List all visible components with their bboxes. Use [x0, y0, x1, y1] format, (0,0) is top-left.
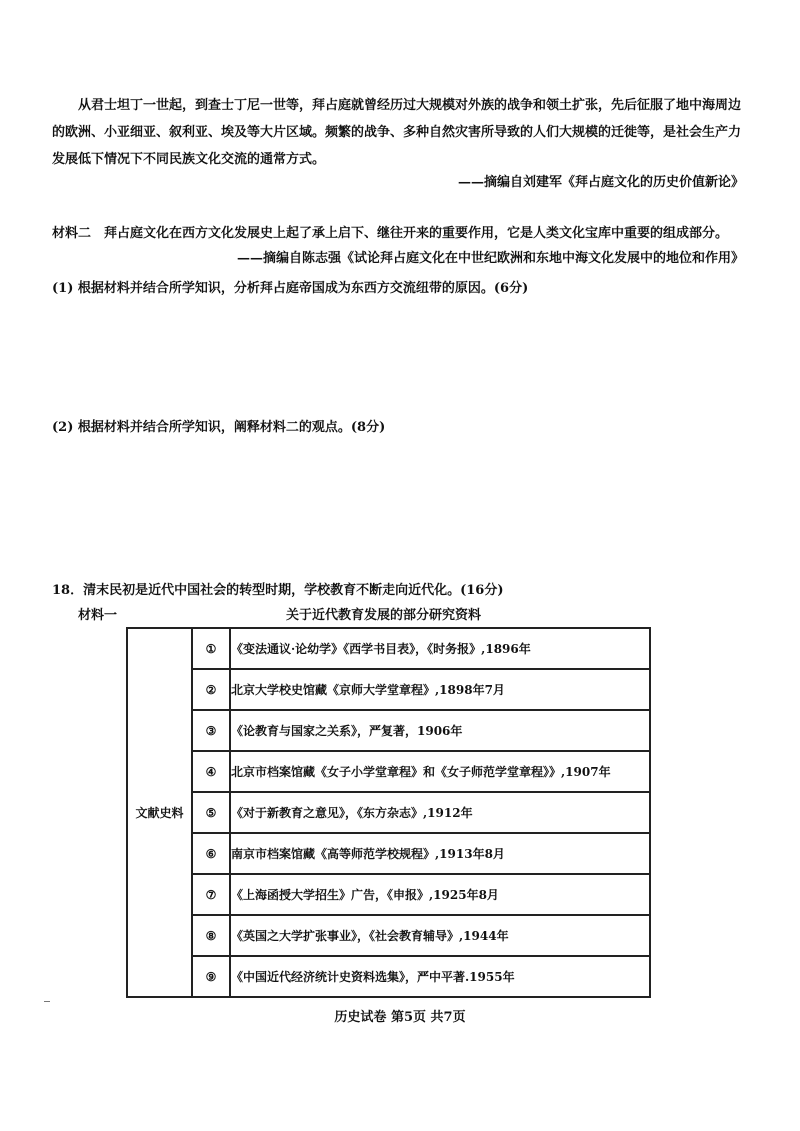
- question-1: (1) 根据材料并结合所学知识，分析拜占庭帝国成为东西方交流纽带的原因。(6分): [52, 281, 529, 296]
- table-row: [127, 628, 650, 669]
- row-number: ①: [192, 628, 230, 669]
- table-row: [127, 710, 650, 751]
- material2-source: ——摘编自陈志强《试论拜占庭文化在中世纪欧洲和东地中海文化发展中的地位和作用》: [236, 251, 744, 266]
- page-footer: 历史试卷 第5页 共7页: [334, 1010, 466, 1025]
- table-row: [127, 669, 650, 710]
- row-text: 南京市档案馆藏《高等师范学校规程》,1913年8月: [230, 833, 650, 874]
- scan-mark: [44, 1001, 50, 1002]
- row-text: 《上海函授大学招生》广告，《申报》,1925年8月: [230, 874, 650, 915]
- row-number: ⑥: [192, 833, 230, 874]
- material1-source: ——摘编自刘建军《拜占庭文化的历史价值新论》: [457, 175, 744, 190]
- row-number: ⑦: [192, 874, 230, 915]
- row-number: ③: [192, 710, 230, 751]
- row-text: 《中国近代经济统计史资料选集》，严中平著.1955年: [230, 956, 650, 997]
- question-18-stem: 18．清末民初是近代中国社会的转型时期，学校教育不断走向近代化。(16分): [52, 583, 504, 598]
- row-number: ⑧: [192, 915, 230, 956]
- row-number: ⑨: [192, 956, 230, 997]
- table-row: [127, 915, 650, 956]
- row-text: 北京大学校史馆藏《京师大学堂章程》,1898年7月: [230, 669, 650, 710]
- table-title: 关于近代教育发展的部分研究资料: [286, 608, 482, 623]
- row-text: 《论教育与国家之关系》，严复著，1906年: [230, 710, 650, 751]
- table-row: [127, 833, 650, 874]
- table-row: [127, 751, 650, 792]
- research-table: [126, 627, 651, 998]
- row-text: 《变法通议·论幼学》《西学书目表》，《时务报》,1896年: [230, 628, 650, 669]
- material-label: 材料一: [78, 608, 118, 623]
- row-number: ④: [192, 751, 230, 792]
- row-text: 北京市档案馆藏《女子小学堂章程》和《女子师范学堂章程》》,1907年: [230, 751, 650, 792]
- row-number: ②: [192, 669, 230, 710]
- row-text: 《对于新教育之意见》，《东方杂志》,1912年: [230, 792, 650, 833]
- table-row: [127, 792, 650, 833]
- material1-paragraph: 从君士坦丁一世起，到查士丁尼一世等，拜占庭就曾经历过大规模对外族的战争和领土扩张，先后征服了地中海周边的欧洲、小亚细亚、叙利亚、埃及等大片区域。频繁的战争、多种自然灾害所导致的人们大规模的迁徙等，是社会生产力发展低下情况下不同民族文化交流的通常方式。: [52, 98, 742, 167]
- material2-text: 材料二 拜占庭文化在西方文化发展史上起了承上启下、继往开来的重要作用，它是人类文化宝库中重要的组成部分。: [52, 226, 729, 241]
- question-2: (2) 根据材料并结合所学知识，阐释材料二的观点。(8分): [52, 420, 386, 435]
- row-text: 《英国之大学扩张事业》，《社会教育辅导》,1944年: [230, 915, 650, 956]
- category-cell: 文献史料: [127, 628, 192, 997]
- table-row: [127, 874, 650, 915]
- table-row: [127, 956, 650, 997]
- row-number: ⑤: [192, 792, 230, 833]
